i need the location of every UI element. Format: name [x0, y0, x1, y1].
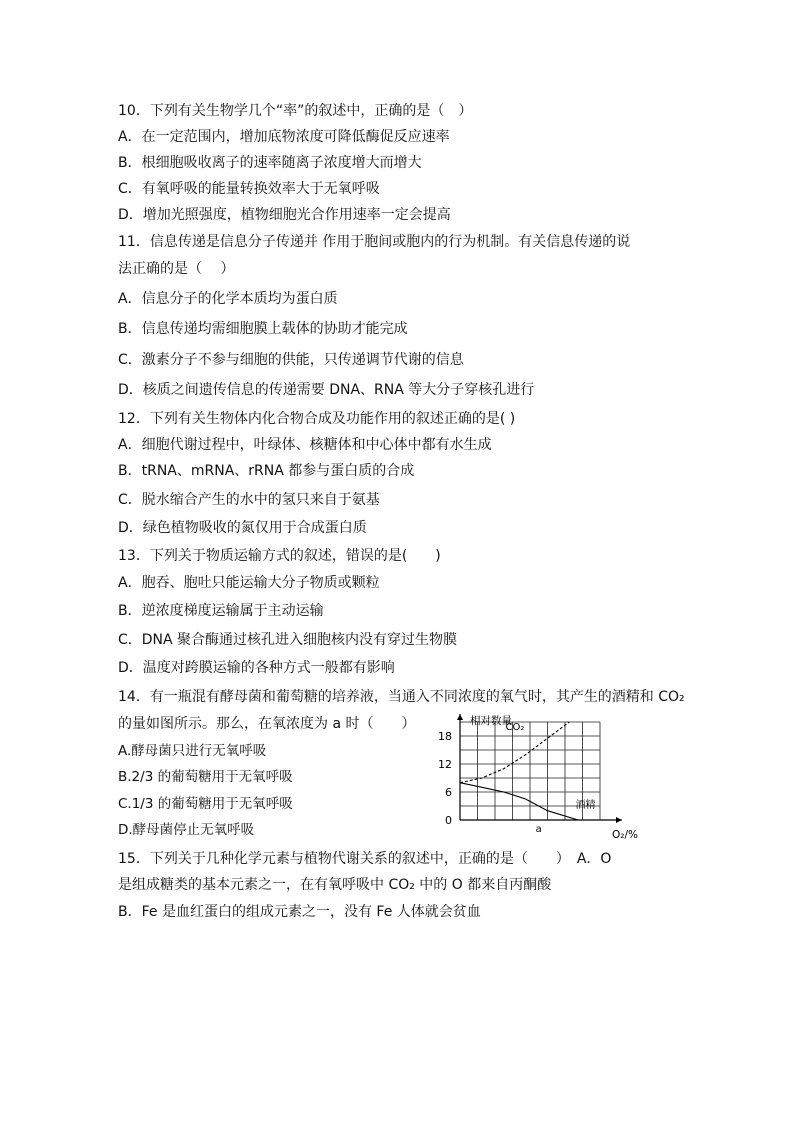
x-axis-arrow — [616, 817, 622, 823]
q10-stem-line-1: 10．下列有关生物学几个“率”的叙述中，正确的是（ ） — [118, 103, 473, 119]
q15-option-b: B．Fe 是血红蛋白的组成元素之一，没有 Fe 人体就会贫血 — [118, 904, 481, 920]
series-label-co2: CO₂ — [505, 721, 525, 733]
y-axis-label: 相对数量 — [470, 715, 512, 727]
y-tick-label: 18 — [438, 730, 452, 743]
chart-labels — [438, 714, 638, 840]
q11-option-d: D．核质之间遗传信息的传递需要 DNA、RNA 等大分子穿核孔进行 — [118, 382, 535, 398]
q14-option-d: D.酵母菌停止无氧呼吸 — [118, 822, 255, 838]
x-tick-label: a — [535, 824, 542, 835]
q13-option-a: A．胞吞、胞吐只能运输大分子物质或颗粒 — [118, 575, 380, 591]
q12-option-b: B．tRNA、mRNA、rRNA 都参与蛋白质的合成 — [118, 463, 415, 479]
q14-chart — [428, 712, 648, 840]
q11-stem-line-1: 11．信息传递是信息分子传递并 作用于胞间或胞内的行为机制。有关信息传递的说 — [118, 234, 631, 250]
x-axis-label: O₂/% — [612, 829, 638, 840]
q10-option-b: B．根细胞吸收离子的速率随离子浓度增大而增大 — [118, 155, 422, 171]
y-tick-label: 0 — [445, 814, 452, 827]
y-axis-arrow — [457, 714, 463, 720]
q10-option-d: D．增加光照强度，植物细胞光合作用速率一定会提高 — [118, 207, 451, 223]
q11-option-a: A．信息分子的化学本质均为蛋白质 — [118, 291, 338, 307]
q10-option-c: C．有氧呼吸的能量转换效率大于无氧呼吸 — [118, 181, 380, 197]
q11-stem-line-2: 法正确的是（ ） — [118, 261, 235, 277]
q12-option-a: A．细胞代谢过程中，叶绿体、核糖体和中心体中都有水生成 — [118, 437, 492, 453]
series-label-alcohol: 酒精 — [575, 799, 596, 811]
q14-option-a: A.酵母菌只进行无氧呼吸 — [118, 743, 267, 759]
q14-stem-line-2: 的量如图所示。那么，在氧浓度为 a 时（ ） — [118, 716, 416, 732]
y-tick-label: 12 — [438, 758, 452, 771]
q15-stem-line-2: 是组成糖类的基本元素之一，在有氧呼吸中 CO₂ 中的 O 都来自丙酮酸 — [118, 877, 552, 893]
q12-stem-line-1: 12．下列有关生物体内化合物合成及功能作用的叙述正确的是( ) — [118, 411, 516, 427]
q11-option-b: B．信息传递均需细胞膜上载体的协助才能完成 — [118, 321, 408, 337]
q13-option-d: D．温度对跨膜运输的各种方式一般都有影响 — [118, 660, 395, 676]
q14-option-c: C.1/3 的葡萄糖用于无氧呼吸 — [118, 796, 293, 812]
q14-option-b: B.2/3 的葡萄糖用于无氧呼吸 — [118, 769, 293, 785]
q13-stem-line-1: 13．下列关于物质运输方式的叙述，错误的是( ) — [118, 548, 441, 564]
q14-stem-line-1: 14．有一瓶混有酵母菌和葡萄糖的培养液，当通入不同浓度的氧气时，其产生的酒精和 CO₂ — [118, 689, 685, 705]
q11-option-c: C．激素分子不参与细胞的供能，只传递调节代谢的信息 — [118, 352, 464, 368]
q15-stem-line-1: 15．下列关于几种化学元素与植物代谢关系的叙述中，正确的是（ ） A．O — [118, 851, 612, 867]
q13-option-c: C．DNA 聚合酶通过核孔进入细胞核内没有穿过生物膜 — [118, 632, 458, 648]
q12-option-c: C．脱水缩合产生的水中的氢只来自于氨基 — [118, 492, 380, 508]
y-tick-label: 6 — [445, 786, 452, 799]
q10-option-a: A．在一定范围内，增加底物浓度可降低酶促反应速率 — [118, 129, 450, 145]
q13-option-b: B．逆浓度梯度运输属于主动运输 — [118, 603, 324, 619]
q12-option-d: D．绿色植物吸收的氮仅用于合成蛋白质 — [118, 520, 367, 536]
